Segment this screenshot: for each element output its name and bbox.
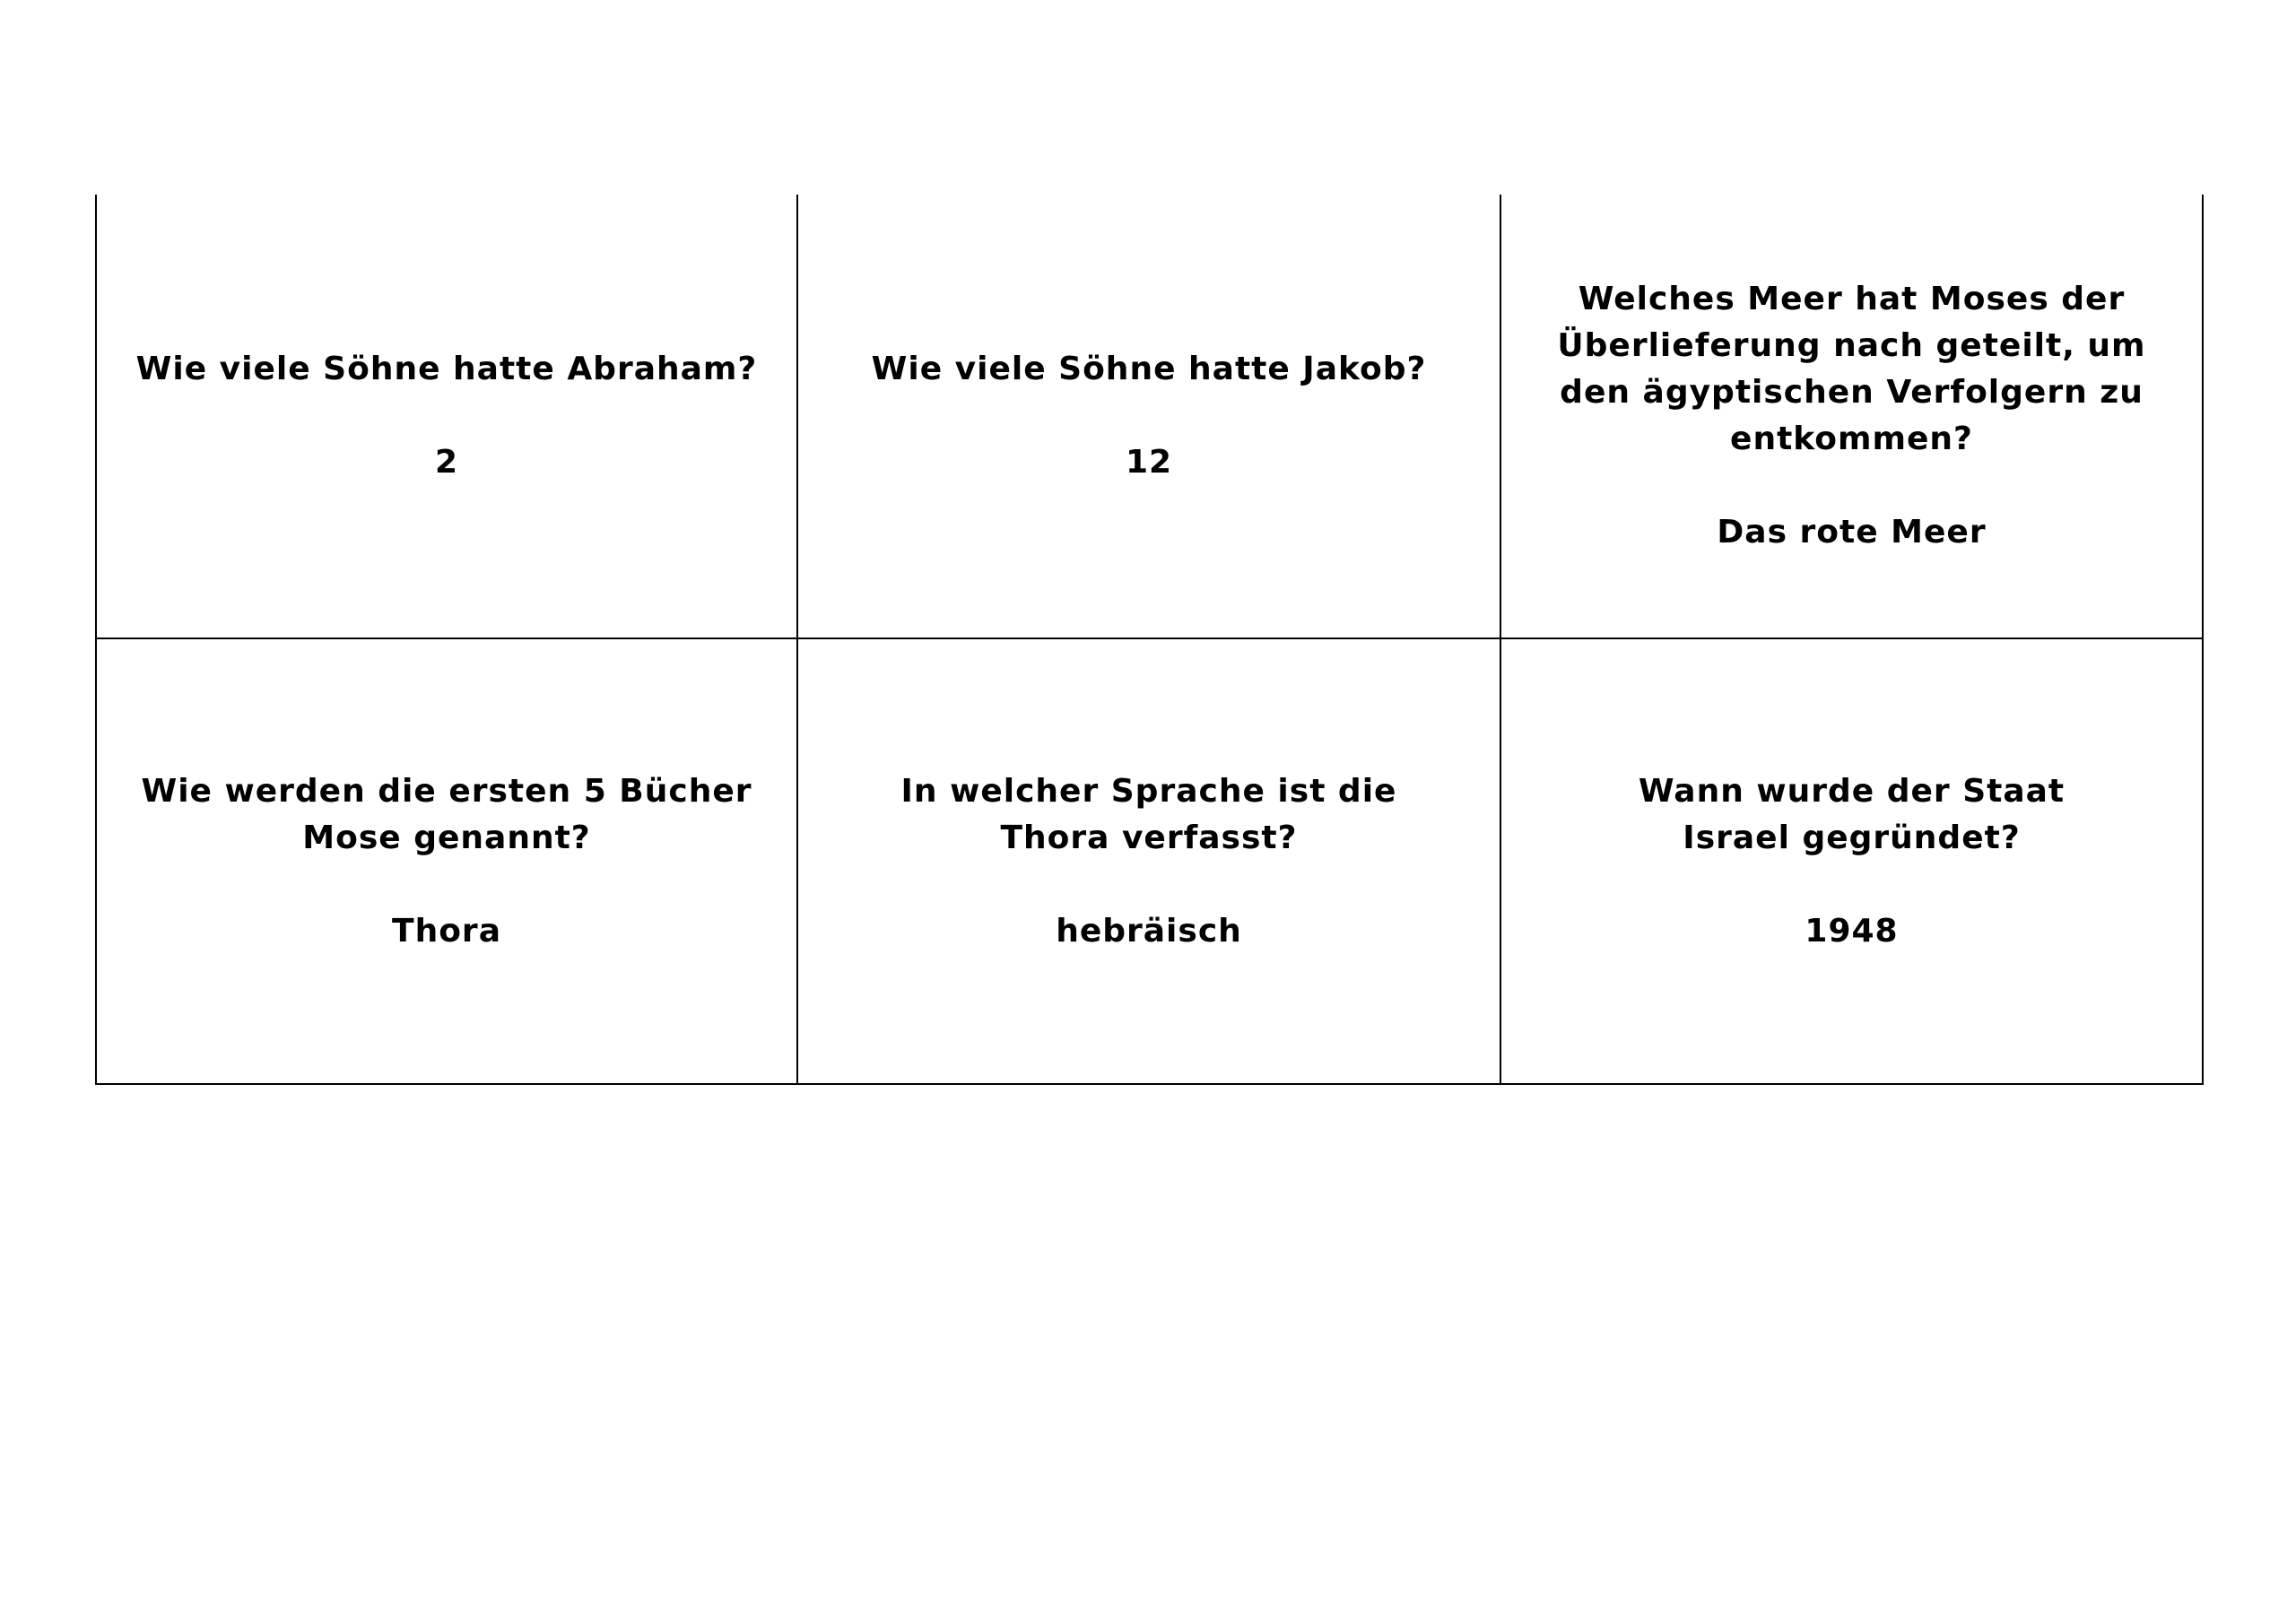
quiz-card: [95, 195, 798, 639]
card-question: Wann wurde der Staat Israel gegründet?: [1638, 772, 2066, 856]
card-question: In welcher Sprache ist die Thora verfasst?: [900, 772, 1397, 856]
card-answer: hebräisch: [1056, 912, 1242, 950]
card-question: Welches Meer hat Moses der Überlieferung nach geteilt, um den ägyptischen Verfolgern zu entkommen?: [1557, 281, 2146, 457]
card-question: Wie werden die ersten 5 Bücher Mose genannt?: [141, 772, 752, 856]
quiz-card: [1501, 195, 2204, 639]
quiz-card: [798, 195, 1501, 639]
quiz-card-grid: [95, 195, 2204, 1085]
card-question: Wie viele Söhne hatte Abraham?: [135, 351, 758, 387]
card-question: Wie viele Söhne hatte Jakob?: [871, 351, 1427, 387]
card-answer: Thora: [392, 912, 501, 950]
quiz-card: [798, 639, 1501, 1085]
quiz-card: [95, 639, 798, 1085]
quiz-card: [1501, 639, 2204, 1085]
card-answer: 1948: [1805, 912, 1899, 950]
card-answer: 2: [434, 444, 459, 481]
card-answer: 12: [1125, 444, 1173, 481]
card-answer: Das rote Meer: [1717, 514, 1987, 551]
